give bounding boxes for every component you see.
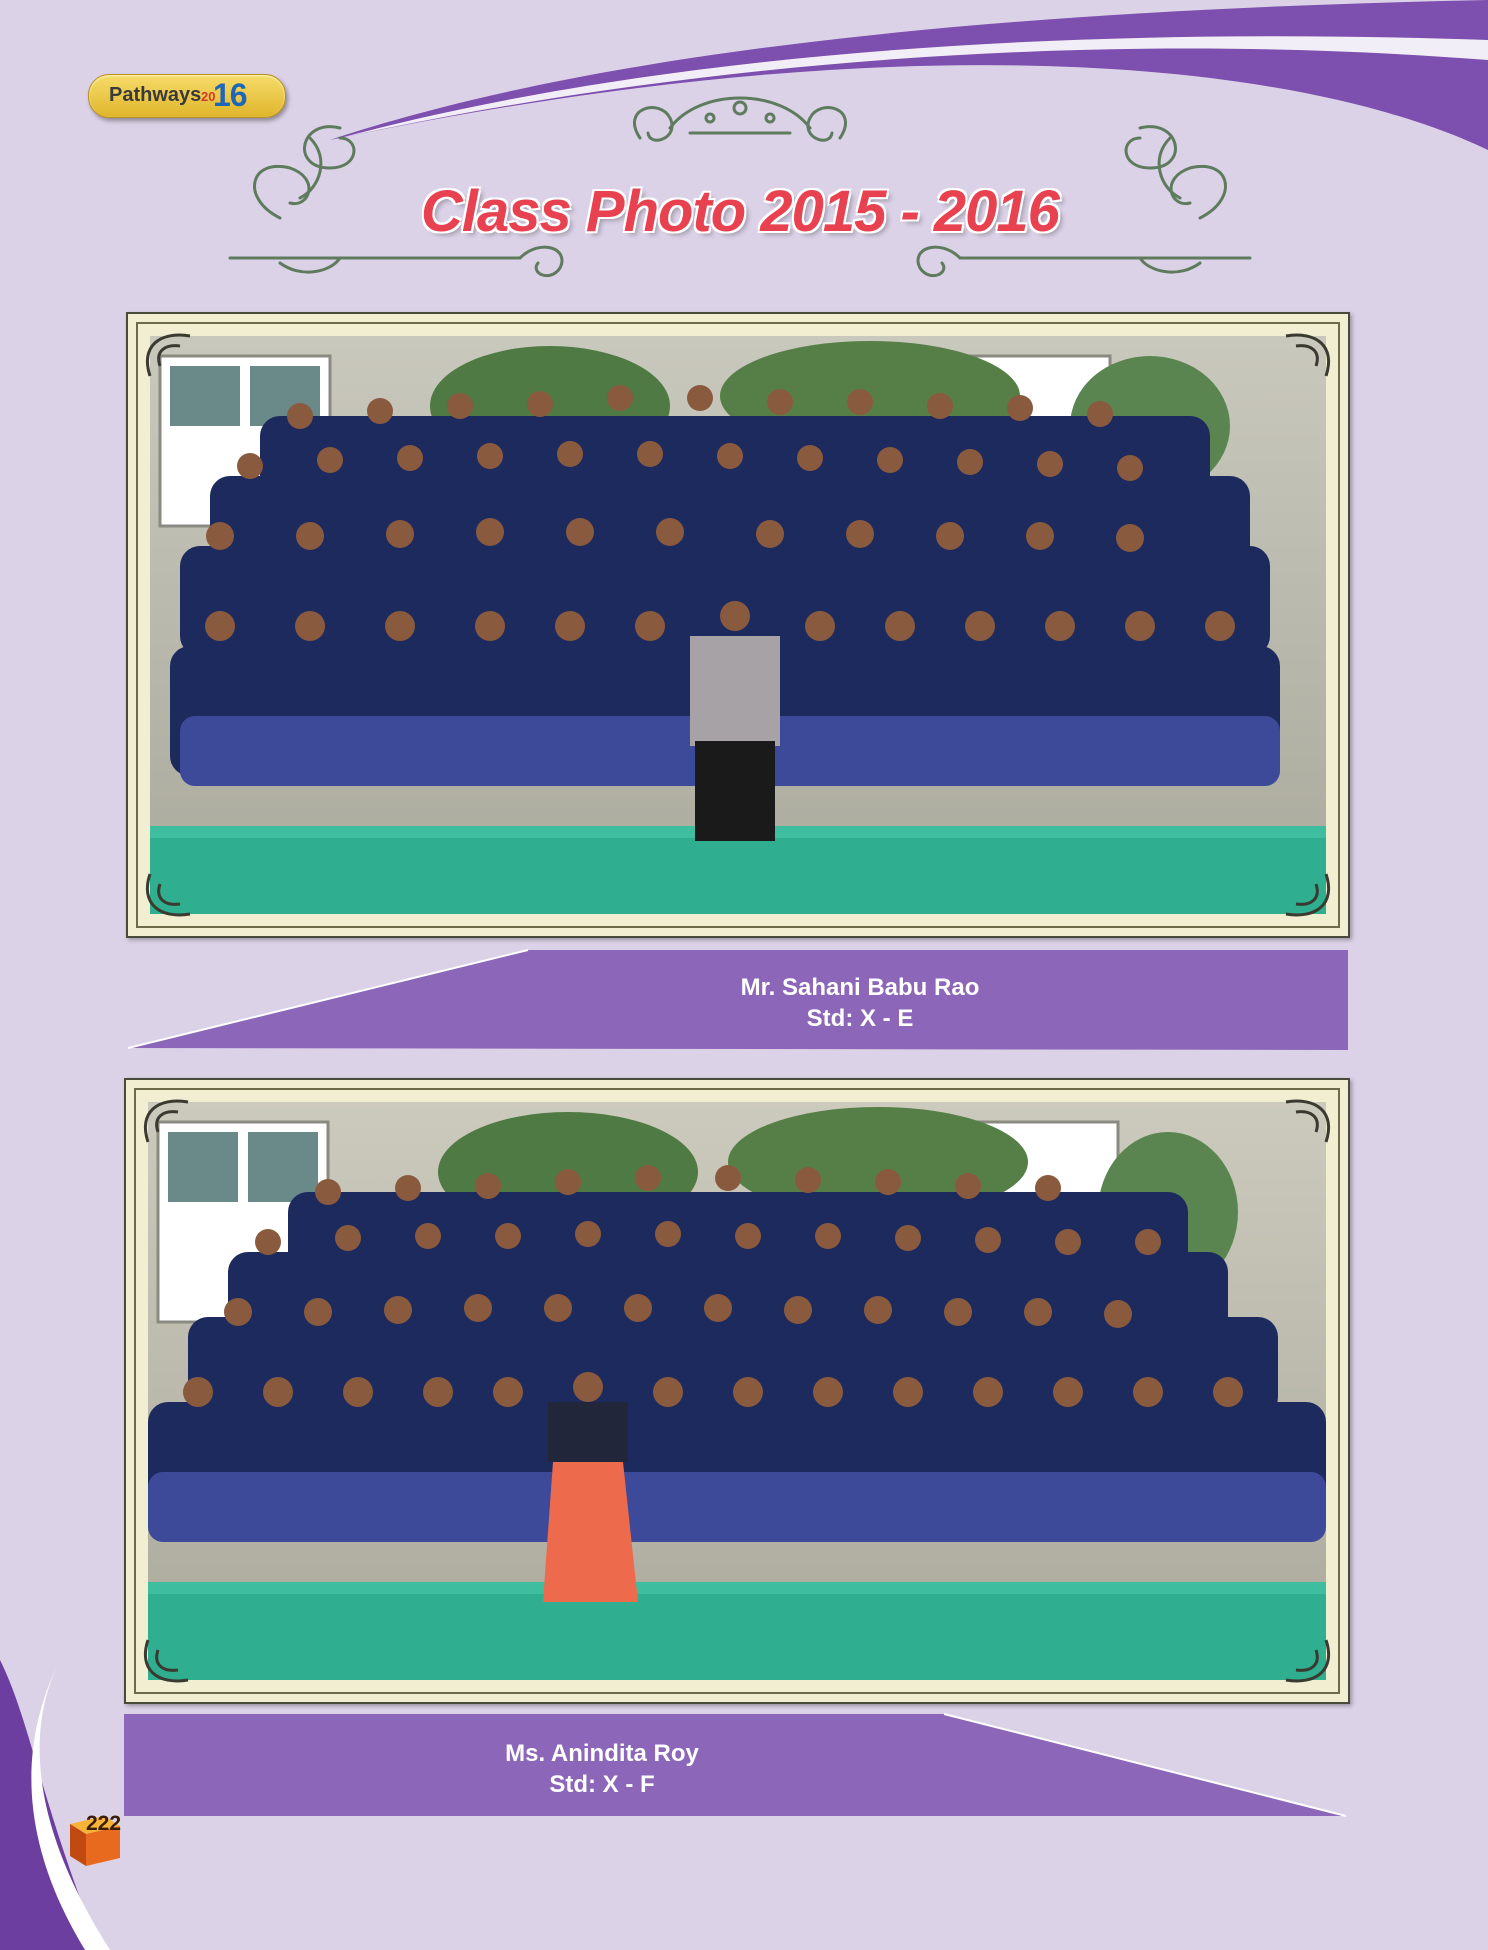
badge-year: 16 (213, 77, 247, 113)
page-title: Class Photo 2015 - 2016 (421, 179, 1059, 244)
group-photo-illustration (150, 336, 1326, 914)
corner-ornament-icon (1276, 1630, 1336, 1690)
corner-ornament-icon (1276, 1092, 1336, 1152)
class-label: Std: X - E (806, 1005, 914, 1032)
photo-frame-1 (126, 312, 1350, 938)
badge-label: Pathways (109, 84, 202, 106)
corner-ornament-icon (138, 1630, 198, 1690)
page-number: 222 (86, 1812, 122, 1835)
title-block (220, 78, 1260, 298)
teacher-name: Mr. Sahani Babu Rao (740, 974, 980, 1001)
group-photo-illustration (148, 1102, 1326, 1680)
class-photo-x-e (150, 336, 1326, 914)
badge-year-prefix: 20 (201, 89, 216, 104)
corner-ornament-icon (140, 326, 200, 386)
corner-ornament-icon (138, 1092, 198, 1152)
class-label: Std: X - F (549, 1771, 655, 1798)
teacher-name: Ms. Anindita Roy (505, 1740, 699, 1767)
photo-frame-2 (124, 1078, 1350, 1704)
caption-2 (342, 1738, 862, 1800)
corner-ornament-icon (1276, 326, 1336, 386)
caption-1 (600, 972, 1120, 1034)
corner-ornament-icon (1276, 864, 1336, 924)
corner-ornament-icon (140, 864, 200, 924)
class-photo-x-f (148, 1102, 1326, 1680)
